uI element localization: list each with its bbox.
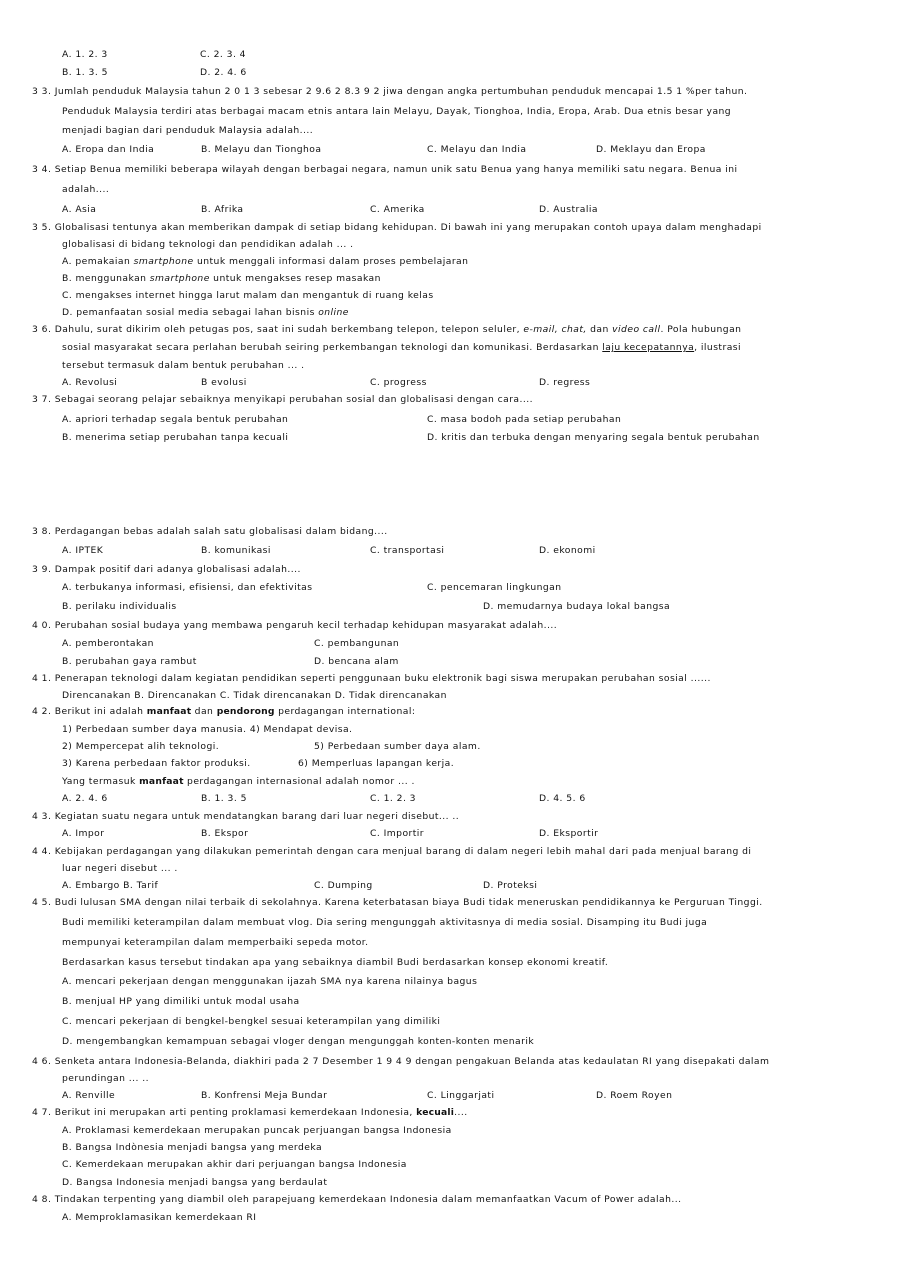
q47-text: 4 7. Berikut ini merupakan arti penting proklamasi kemerdekaan Indonesia, kecuali.... <box>32 1107 468 1118</box>
q32-option-c: C. 2. 3. 4 <box>200 49 246 60</box>
q47-option-a: A. Proklamasi kemerdekaan merupakan puncak perjuangan bangsa Indonesia <box>62 1125 452 1136</box>
q33-option-b: B. Melayu dan Tionghoa <box>201 144 322 155</box>
q46-text-2: perundingan ... .. <box>62 1073 149 1084</box>
q37-option-c: C. masa bodoh pada setiap perubahan <box>427 414 622 425</box>
q40-option-b: B. perubahan gaya rambut <box>62 656 197 667</box>
q37-option-b: B. menerima setiap perubahan tanpa kecuali <box>62 432 289 443</box>
q42-option-a: A. 2. 4. 6 <box>62 793 108 804</box>
q47-option-c: C. Kemerdekaan merupakan akhir dari perjuangan bangsa Indonesia <box>62 1159 407 1170</box>
q43-text: 4 3. Kegiatan suatu negara untuk mendatangkan barang dari luar negeri disebut... .. <box>32 811 460 822</box>
q39-option-b: B. perilaku individualis <box>62 601 177 612</box>
q37-option-d: D. kritis dan terbuka dengan menyaring segala bentuk perubahan <box>427 432 760 443</box>
q42-text: 4 2. Berikut ini adalah manfaat dan pendorong perdagangan international: <box>32 706 416 717</box>
q37-text: 3 7. Sebagai seorang pelajar sebaiknya menyikapi perubahan sosial dan globalisasi dengan cara.... <box>32 394 533 405</box>
q33-option-c: C. Melayu dan India <box>427 144 527 155</box>
q33-option-d: D. Meklayu dan Eropa <box>596 144 706 155</box>
q45-text-2: Budi memiliki keterampilan dalam membuat vlog. Dia sering mengunggah aktivitasnya di media sosial. Disamping itu Budi juga <box>62 917 708 928</box>
q42-question: Yang termasuk manfaat perdagangan internasional adalah nomor ... . <box>62 776 415 787</box>
q37-option-a: A. apriori terhadap segala bentuk perubahan <box>62 414 289 425</box>
q32-option-a: A. 1. 2. 3 <box>62 49 108 60</box>
q44-option-d: D. Proteksi <box>483 880 538 891</box>
q46-option-b: B. Konfrensi Meja Bundar <box>201 1090 328 1101</box>
q42-item-2: 2) Mempercepat alih teknologi. <box>62 741 220 752</box>
q45-option-c: C. mencari pekerjaan di bengkel-bengkel sesuai keterampilan yang dimiliki <box>62 1016 441 1027</box>
q40-option-a: A. pemberontakan <box>62 638 154 649</box>
q39-text: 3 9. Dampak positif dari adanya globalisasi adalah.... <box>32 564 301 575</box>
q34-option-b: B. Afrika <box>201 204 244 215</box>
q42-item-5: 5) Perbedaan sumber daya alam. <box>314 741 481 752</box>
q48-text: 4 8. Tindakan terpenting yang diambil oleh parapejuang kemerdekaan Indonesia dalam memanfaatkan Vacum of Power adalah... <box>32 1194 682 1205</box>
q45-option-a: A. mencari pekerjaan dengan menggunakan ijazah SMA nya karena nilainya bagus <box>62 976 478 987</box>
q42-option-c: C. 1. 2. 3 <box>370 793 416 804</box>
q38-option-d: D. ekonomi <box>539 545 596 556</box>
q34-option-d: D. Australia <box>539 204 598 215</box>
q40-text: 4 0. Perubahan sosial budaya yang membawa pengaruh kecil terhadap kehidupan masyarakat adalah.... <box>32 620 558 631</box>
q46-option-a: A. Renville <box>62 1090 116 1101</box>
q45-text-3: mempunyai keterampilan dalam memperbaiki sepeda motor. <box>62 937 369 948</box>
q36-option-d: D. regress <box>539 377 591 388</box>
q33-option-a: A. Eropa dan India <box>62 144 155 155</box>
q46-option-d: D. Roem Royen <box>596 1090 673 1101</box>
q35-option-d: D. pemanfaatan sosial media sebagai lahan bisnis online <box>62 307 349 318</box>
q34-option-a: A. Asia <box>62 204 97 215</box>
q38-option-b: B. komunikasi <box>201 545 271 556</box>
q32-option-d: D. 2. 4. 6 <box>200 67 247 78</box>
q44-option-a-b: A. Embargo B. Tarif <box>62 880 159 891</box>
q42-item-6: 6) Memperluas lapangan kerja. <box>298 758 455 769</box>
q45-text-4: Berdasarkan kasus tersebut tindakan apa yang sebaiknya diambil Budi berdasarkan konsep ekonomi kreatif. <box>62 957 609 968</box>
q35-text-2: globalisasi di bidang teknologi dan pendidikan adalah ... . <box>62 239 354 250</box>
q32-option-b: B. 1. 3. 5 <box>62 67 108 78</box>
q40-option-c: C. pembangunan <box>314 638 400 649</box>
q36-text: 3 6. Dahulu, surat dikirim oleh petugas pos, saat ini sudah berkembang telepon, telepon seluler, e-mail, chat, dan video call. Pola hubungan <box>32 324 742 335</box>
q42-option-b: B. 1. 3. 5 <box>201 793 247 804</box>
q36-text-2: sosial masyarakat secara perlahan berubah seiring perkembangan teknologi dan komunikasi. Berdasarkan laju kecepatannya, ilustrasi <box>62 342 742 353</box>
q36-text-3: tersebut termasuk dalam bentuk perubahan ... . <box>62 360 305 371</box>
q47-option-b: B. Bangsa Indònesia menjadi bangsa yang merdeka <box>62 1142 323 1153</box>
q38-text: 3 8. Perdagangan bebas adalah salah satu globalisasi dalam bidang.... <box>32 526 388 537</box>
q43-option-a: A. Impor <box>62 828 105 839</box>
q45-option-b: B. menjual HP yang dimiliki untuk modal usaha <box>62 996 300 1007</box>
q35-option-a: A. pemakaian smartphone untuk menggali informasi dalam proses pembelajaran <box>62 256 469 267</box>
q39-option-d: D. memudarnya budaya lokal bangsa <box>483 601 671 612</box>
q42-item-1-4: 1) Perbedaan sumber daya manusia. 4) Mendapat devisa. <box>62 724 353 735</box>
q34-text: 3 4. Setiap Benua memiliki beberapa wilayah dengan berbagai negara, namun unik satu Benua yang hanya memiliki satu negara. Benua ini <box>32 164 738 175</box>
q36-option-b: B evolusi <box>201 377 247 388</box>
q35-option-c: C. mengakses internet hingga larut malam dan mengantuk di ruang kelas <box>62 290 434 301</box>
q44-text-2: luar negeri disebut ... . <box>62 863 178 874</box>
q35-option-b: B. menggunakan smartphone untuk mengakses resep masakan <box>62 273 381 284</box>
q33-text-3: menjadi bagian dari penduduk Malaysia adalah.... <box>62 125 314 136</box>
q35-text: 3 5. Globalisasi tentunya akan memberikan dampak di setiap bidang kehidupan. Di bawah ini yang merupakan contoh upaya dalam menghadapi <box>32 222 762 233</box>
q40-option-d: D. bencana alam <box>314 656 399 667</box>
q39-option-c: C. pencemaran lingkungan <box>427 582 562 593</box>
q39-option-a: A. terbukanya informasi, efisiensi, dan efektivitas <box>62 582 313 593</box>
q34-option-c: C. Amerika <box>370 204 425 215</box>
q46-text: 4 6. Senketa antara Indonesia-Belanda, diakhiri pada 2 7 Desember 1 9 4 9 dengan pengakuan Belanda atas kedaulatan RI yang disepakati dalam <box>32 1056 770 1067</box>
q43-option-c: C. Importir <box>370 828 425 839</box>
q44-option-c: C. Dumping <box>314 880 373 891</box>
q44-text: 4 4. Kebijakan perdagangan yang dilakukan pemerintah dengan cara menjual barang di dalam negeri lebih mahal dari pada menjual barang di <box>32 846 752 857</box>
q43-option-d: D. Eksportir <box>539 828 599 839</box>
q38-option-a: A. IPTEK <box>62 545 104 556</box>
q41-text: 4 1. Penerapan teknologi dalam kegiatan pendidikan seperti penggunaan buku elektronik bagi siswa merupakan perubahan sosial ...... <box>32 673 711 684</box>
q42-item-3: 3) Karena perbedaan faktor produksi. <box>62 758 251 769</box>
q42-option-d: D. 4. 5. 6 <box>539 793 586 804</box>
q33-text: 3 3. Jumlah penduduk Malaysia tahun 2 0 1 3 sebesar 2 9.6 2 8.3 9 2 jiwa dengan angka pertumbuhan penduduk mencapai 1.5 1 %per tahun. <box>32 86 748 97</box>
q45-text: 4 5. Budi lulusan SMA dengan nilai terbaik di sekolahnya. Karena keterbatasan biaya Budi tidak meneruskan pendidikannya ke Perguruan Tinggi. <box>32 897 763 908</box>
q33-text-2: Penduduk Malaysia terdiri atas berbagai macam etnis antara lain Melayu, Dayak, Tionghoa, India, Eropa, Arab. Dua etnis besar yang <box>62 106 732 117</box>
q38-option-c: C. transportasi <box>370 545 445 556</box>
q43-option-b: B. Ekspor <box>201 828 249 839</box>
q47-option-d: D. Bangsa Indonesia menjadi bangsa yang berdaulat <box>62 1177 328 1188</box>
q34-text-2: adalah.... <box>62 184 110 195</box>
q36-option-a: A. Revolusi <box>62 377 118 388</box>
q41-options: Direncanakan B. Direncanakan C. Tidak direncanakan D. Tidak direncanakan <box>62 690 447 701</box>
q46-option-c: C. Linggarjati <box>427 1090 495 1101</box>
q36-option-c: C. progress <box>370 377 427 388</box>
q48-option-a: A. Memproklamasikan kemerdekaan RI <box>62 1212 257 1223</box>
q45-option-d: D. mengembangkan kemampuan sebagai vloger dengan mengunggah konten-konten menarik <box>62 1036 535 1047</box>
